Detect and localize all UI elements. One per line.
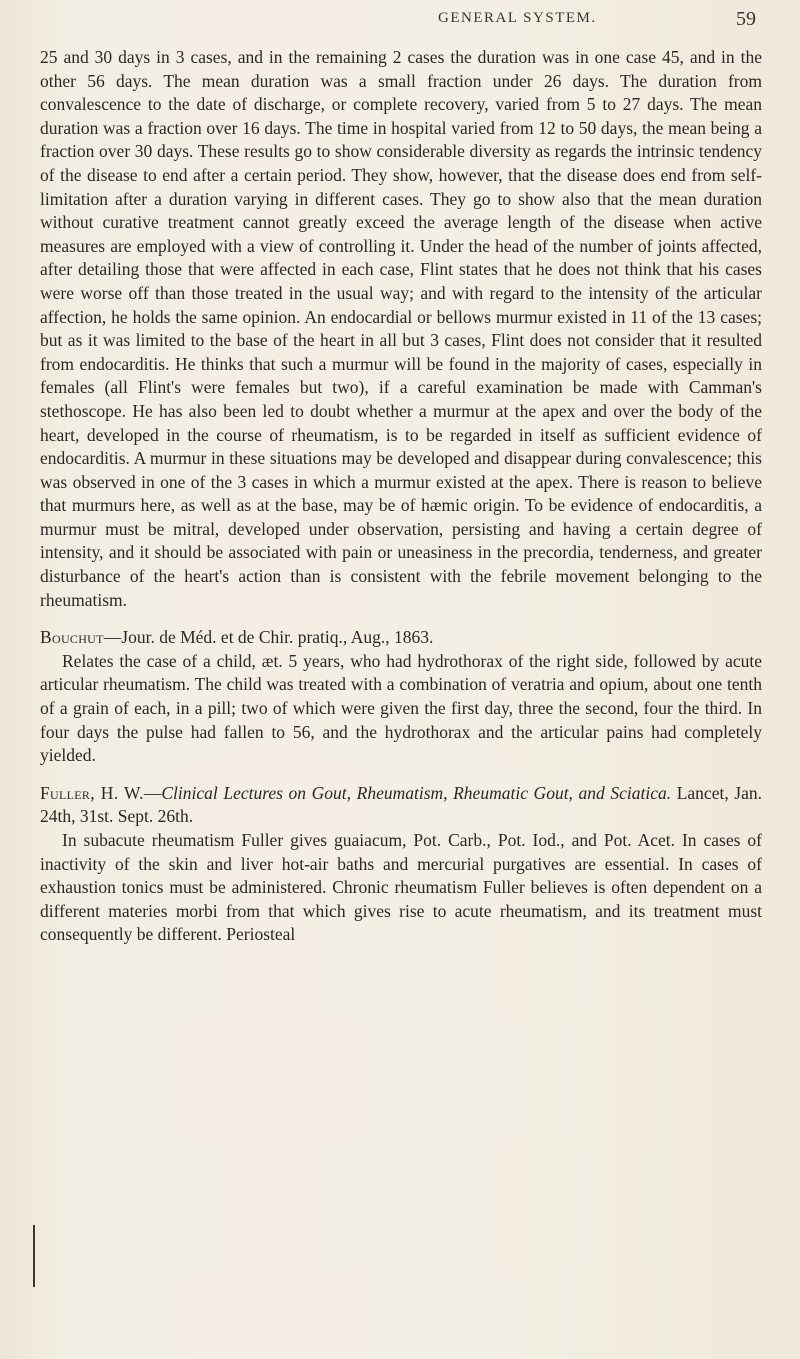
bouchut-author: Bouchut bbox=[40, 627, 104, 648]
bouchut-citation bbox=[40, 626, 762, 650]
bouchut-source: —Jour. de Méd. et de Chir. pratiq., Aug., 1863. bbox=[103, 627, 434, 648]
fuller-author: Fuller, H. W. bbox=[40, 782, 144, 803]
flint-paragraph: 25 and 30 days in 3 cases, and in the remaining 2 cases the duration was in one case 45, and in the other 56 days. The mean duration was a small fraction under 26 days. The duration from convalescence to the date of discharge, or complete recovery, varied from 5 to 27 days. The mean duration was a fraction over 16 days. The time in hospital varied from 12 to 50 days, the mean being a fraction over 30 days. These results go to show considerable diversity as regards the intrinsic tendency of the disease to end after a certain period. They show, however, that the disease does end from self-limitation after a duration varying in different cases. They go to show also that the mean duration without curative treatment cannot greatly exceed the average length of the disease when active measures are employed with a view of controlling it. Under the head of the number of joints affected, after detailing those that were affected in each case, Flint states that he does not think that his cases were worse off than those treated in the usual way; and with regard to the intensity of the articular affection, he holds the same opinion. An endocardial or bellows murmur existed in 11 of the 13 cases; but as it was limited to the base of the heart in all but 3 cases, Flint does not consider that it resulted from endocarditis. He thinks that such a murmur will be found in the majority of cases, especially in females (all Flint's were females but two), if a careful examination be made with Camman's stethoscope. He has also been led to doubt whether a murmur at the apex and over the body of the heart, developed in the course of rheumatism, is to be regarded in itself as sufficient evidence of endocarditis. A murmur in these situations may be developed and disappear during convalescence; this was observed in one of the 3 cases in which a murmur existed at the apex. There is reason to believe that murmurs here, as well as at the base, may be of hæmic origin. To be evidence of endocarditis, a murmur must be mitral, developed under observation, persisting and having a certain degree of intensity, and it should be associated with pain or uneasiness in the precordia, tenderness, and greater disturbance of the heart's action than is consistent with the febrile movement belonging to the rheumatism. bbox=[40, 47, 762, 610]
fuller-citation bbox=[40, 782, 762, 829]
fuller-paragraph: In subacute rheumatism Fuller gives guaiacum, Pot. Carb., Pot. Iod., and Pot. Acet. In cases of inactivity of the skin and liver hot-air baths and mercurial purgatives are essential. In cases of exhaustion tonics must be administered. Chronic rheumatism Fuller believes is often dependent on a different materies morbi from that which gives rise to acute rheumatism, and its treatment must consequently be different. Periosteal bbox=[40, 830, 762, 945]
running-title: GENERAL SYSTEM. bbox=[438, 10, 597, 26]
fuller-source: Lancet, Jan. 24th, 31st. Sept. 26th. bbox=[40, 782, 763, 827]
margin-pencil-mark bbox=[33, 1225, 35, 1287]
fuller-dash: — bbox=[143, 782, 162, 803]
body-text bbox=[40, 46, 762, 947]
fuller-title: Clinical Lectures on Gout, Rheumatism, Rheumatic Gout, and Sciatica. bbox=[161, 782, 672, 803]
bouchut-paragraph: Relates the case of a child, æt. 5 years, who had hydrothorax of the right side, followed by acute articular rheumatism. The child was treated with a combination of veratria and opium, about one tenth of a grain of each, in a pill; two of which were given the first day, three the second, four the third. In four days the pulse had fallen to 56, and the hydrothorax and the articular pains had completely yielded. bbox=[40, 650, 762, 766]
page-number: 59 bbox=[736, 8, 756, 30]
running-head bbox=[0, 8, 800, 38]
